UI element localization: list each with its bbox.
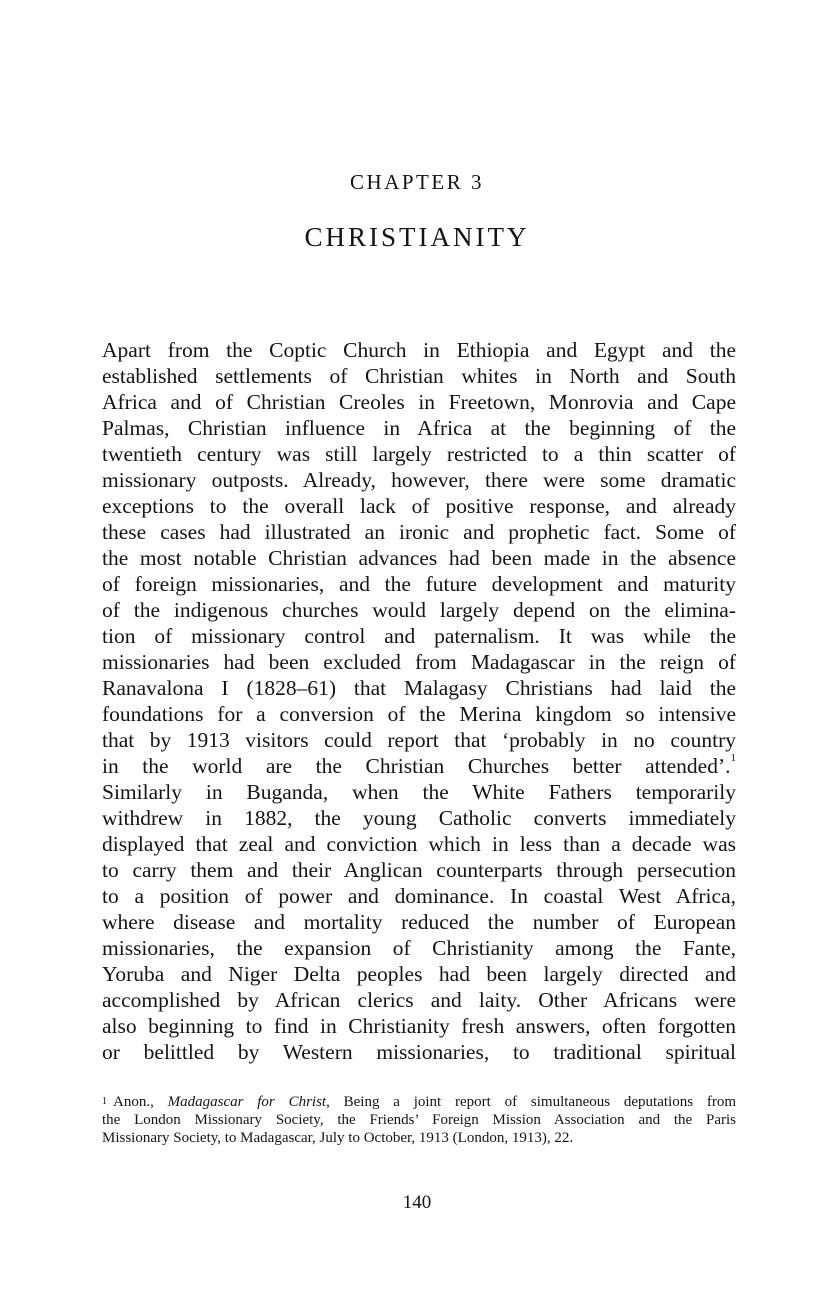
text-line: to a position of power and dominance. In coastal West Africa, [102,884,736,908]
text-line: these cases had illustrated an ironic and prophetic fact. Some of [102,520,736,544]
text-line-with-footnote [102,753,736,779]
text-line: tion of missionary control and paternalism. It was while the [102,624,736,648]
footnote-reference[interactable]: 1 [730,752,736,764]
text-line: Africa and of Christian Creoles in Freetown, Monrovia and Cape [102,390,736,414]
text-line: of foreign missionaries, and the future development and maturity [102,572,736,596]
footnote-marker: 1 [102,1096,107,1107]
footnotes [102,1093,736,1147]
text-line: twentieth century was still largely restricted to a thin scatter of [102,442,736,466]
text-line-content: in the world are the Christian Churches better attended’. [102,754,731,778]
text-line: Yoruba and Niger Delta peoples had been largely directed and [102,962,736,986]
text-line: missionaries had been excluded from Madagascar in the reign of [102,650,736,674]
text-line: Ranavalona I (1828–61) that Malagasy Christians had laid the [102,676,736,700]
footnote-text: , Being a joint report of simultaneous deputations from [326,1094,736,1110]
text-line: that by 1913 visitors could report that ‘probably in no country [102,728,736,752]
text-line: Palmas, Christian influence in Africa at the beginning of the [102,416,736,440]
text-line: where disease and mortality reduced the number of European [102,910,736,934]
text-line: missionaries, the expansion of Christianity among the Fante, [102,936,736,960]
text-line: Apart from the Coptic Church in Ethiopia and Egypt and the [102,338,736,362]
footnote-author: Anon., [113,1094,168,1110]
text-line: Similarly in Buganda, when the White Fathers temporarily [102,780,736,804]
text-line: foundations for a conversion of the Merina kingdom so intensive [102,702,736,726]
footnote-line: Missionary Society, to Madagascar, July to October, 1913 (London, 1913), 22. [102,1130,574,1146]
chapter-title: CHRISTIANITY [304,222,530,252]
text-line: accomplished by African clerics and laity. Other Africans were [102,988,736,1012]
text-line: missionary outposts. Already, however, there were some dramatic [102,468,736,492]
footnote-book-title: Madagascar for Christ [167,1094,327,1110]
text-line: to carry them and their Anglican counterparts through persecution [102,858,736,882]
page-number: 140 [402,1192,432,1213]
chapter-label: CHAPTER 3 [350,170,484,194]
footnote-line [102,1093,736,1111]
text-line: exceptions to the overall lack of positive response, and already [102,494,736,518]
text-line: the most notable Christian advances had been made in the absence [102,546,736,570]
text-line: or belittled by Western missionaries, to traditional spiritual [102,1040,736,1064]
text-line: established settlements of Christian whites in North and South [102,364,736,388]
text-line: displayed that zeal and conviction which in less than a decade was [102,832,736,856]
footnote-line: the London Missionary Society, the Friends’ Foreign Mission Association and the Paris [102,1112,736,1128]
text-line: also beginning to find in Christianity fresh answers, often forgotten [102,1014,736,1038]
text-line: withdrew in 1882, the young Catholic converts immediately [102,806,736,830]
body-text [102,337,736,1065]
text-line: of the indigenous churches would largely depend on the elimina- [102,598,736,622]
